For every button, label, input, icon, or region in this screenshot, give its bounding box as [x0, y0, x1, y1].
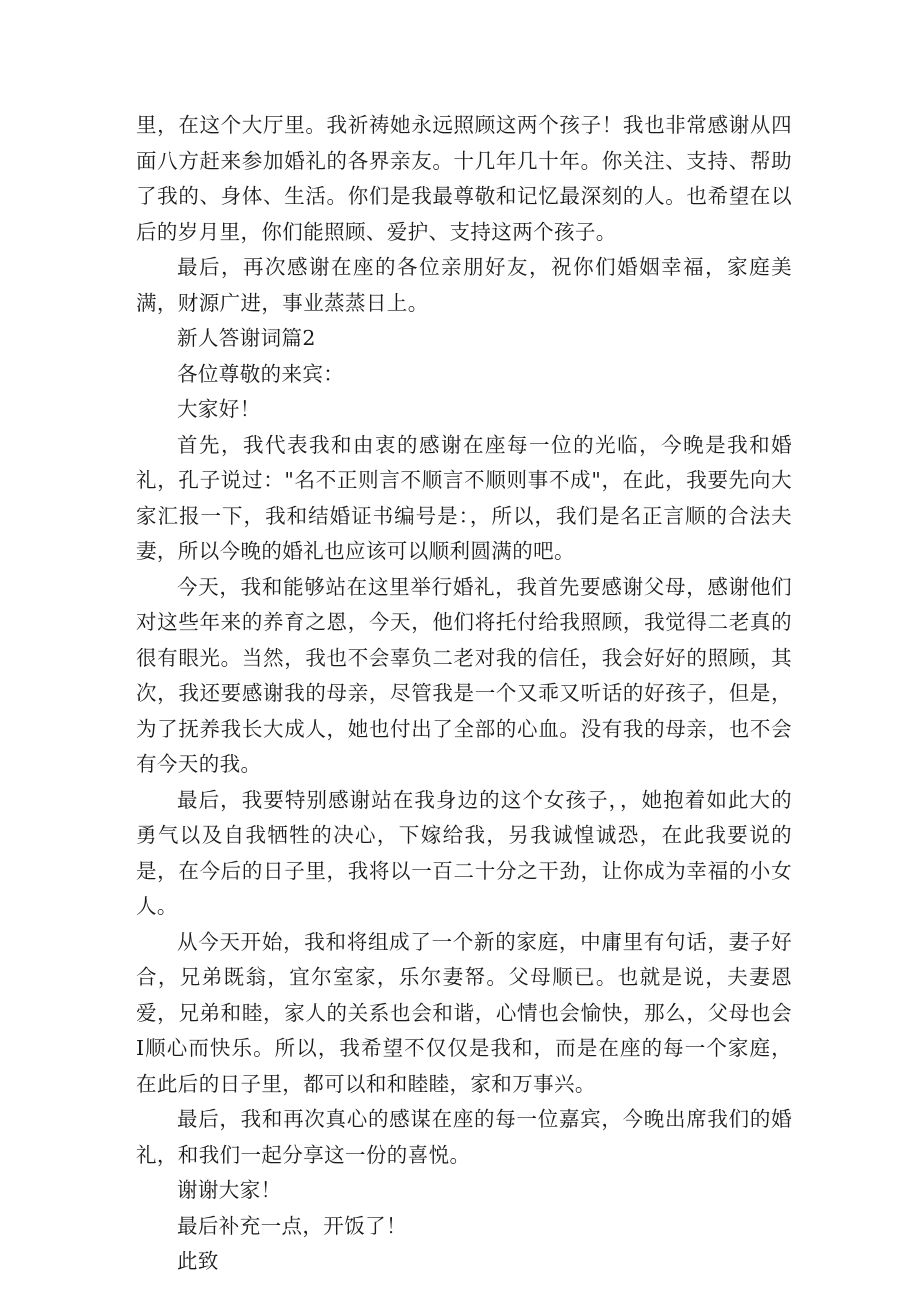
paragraph-opening: 首先，我代表我和由衷的感谢在座每一位的光临，今晚是我和婚礼，孔子说过："名不正则言不顺言不顺则事不成"，在此，我要先向大家汇报一下，我和结婚证书编号是：，所以，我们是名正言顺的合法夫妻，所以今晚的婚礼也应该可以顺利圆满的吧。 — [136, 432, 792, 563]
thank-you-line: 谢谢大家！ — [177, 1178, 282, 1202]
paragraph-thanks-parents: 今天，我和能够站在这里举行婚礼，我首先要感谢父母，感谢他们对这些年来的养育之恩，今天，他们将托付给我照顾，我觉得二老真的很有眼光。当然，我也不会辜负二老对我的信任，我会好好的照顾，其次，我还要感谢我的母亲，尽管我是一个又乖又听话的好孩子，但是，为了抚养我长大成人，她也付出了全部的心血。没有我的母亲，也不会有今天的我。 — [136, 574, 792, 776]
paragraph-final-thanks: 最后，我和再次真心的感谋在座的每一位嘉宾，今晚出席我们的婚礼，和我们一起分享这一份的喜悦。 — [136, 1107, 792, 1167]
paragraph-closing-thanks: 最后，再次感谢在座的各位亲朋好友，祝你们婚姻幸福，家庭美满，财源广进，事业蒸蒸日上。 — [136, 255, 792, 315]
document-body — [136, 108, 792, 1280]
section-heading: 新人答谢词篇2 — [177, 326, 316, 350]
salutation: 各位尊敬的来宾： — [177, 361, 345, 386]
greeting: 大家好！ — [177, 397, 261, 421]
closing-line: 此致 — [177, 1249, 219, 1273]
paragraph-new-family: 从今天开始，我和将组成了一个新的家庭，中庸里有句话，妻子好合，兄弟既翁，宜尔室家，乐尔妻帑。父母顺已。也就是说，夫妻恩爱，兄弟和睦，家人的关系也会和谐，心情也会愉快，那么，父母也会I顺心而快乐。所以，我希望不仅仅是我和，而是在座的每一个家庭，在此后的日子里，都可以和和睦睦，家和万事兴。 — [136, 929, 792, 1096]
paragraph-thanks-bride: 最后，我要特别感谢站在我身边的这个女孩子，，她抱着如此大的勇气以及自我牺牲的决心，下嫁给我，另我诚惶诚恐，在此我要说的是，在今后的日子里，我将以一百二十分之干劲，让你成为幸福的小女人。 — [136, 787, 792, 918]
supplement-line: 最后补充一点，开饭了！ — [177, 1213, 407, 1238]
paragraph-continuation: 里，在这个大厅里。我祈祷她永远照顾这两个孩子！我也非常感谢从四面八方赶来参加婚礼的各界亲友。十几年几十年。你关注、支持、帮助了我的、身体、生活。你们是我最尊敬和记忆最深刻的人。也希望在以后的岁月里，你们能照顾、爱护、支持这两个孩子。 — [136, 113, 792, 244]
